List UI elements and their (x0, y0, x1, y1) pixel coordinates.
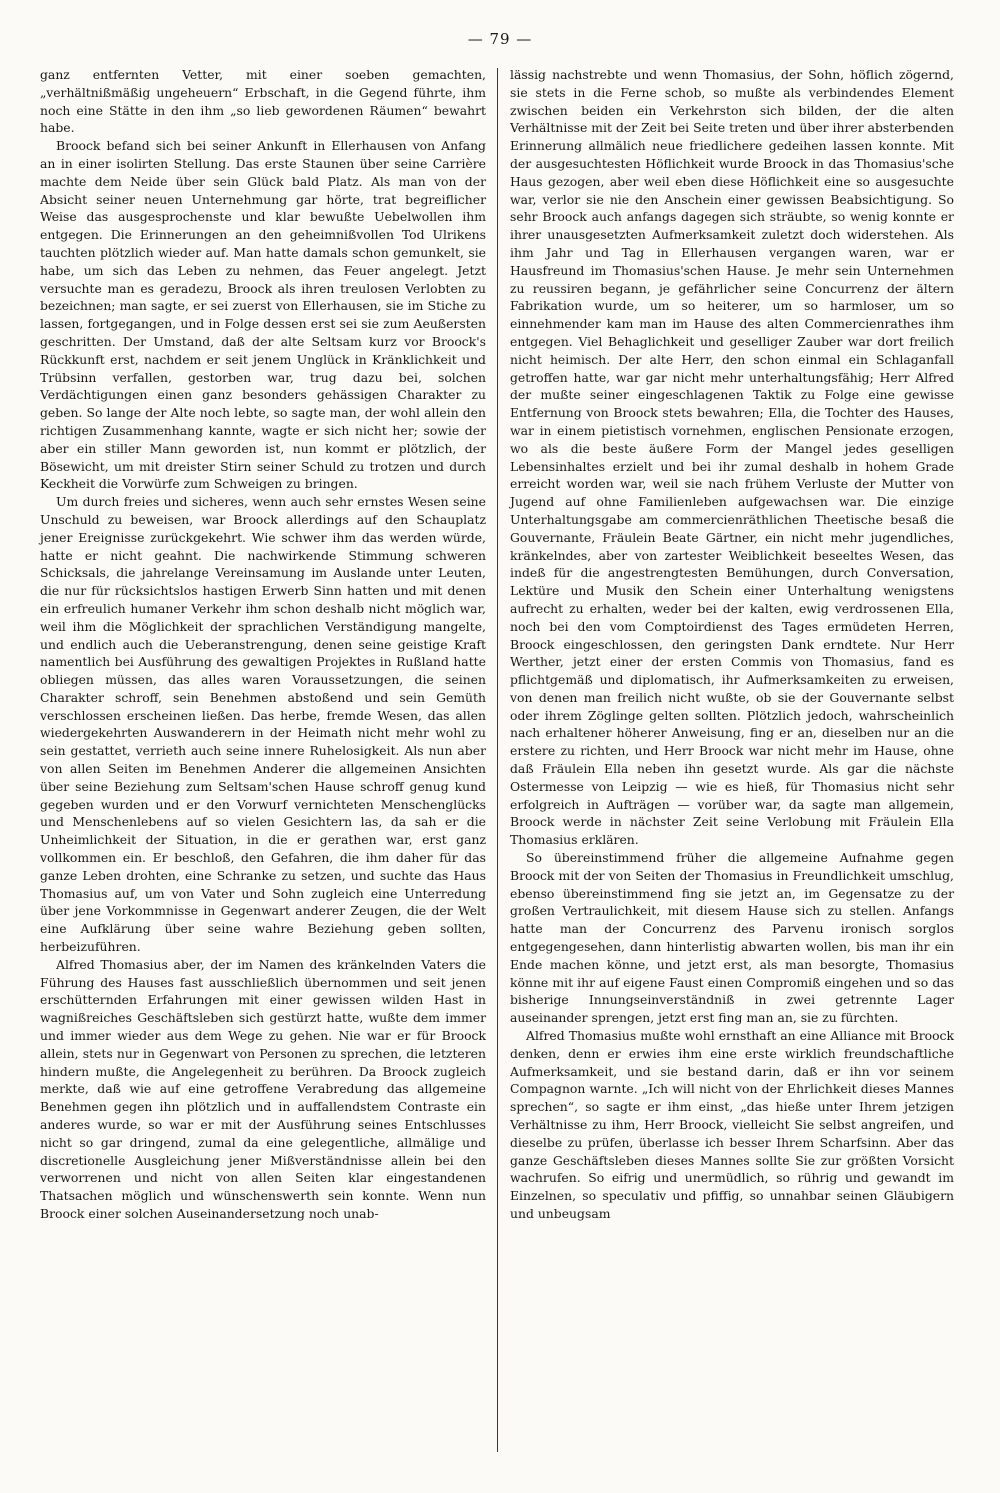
column-divider (497, 68, 498, 1452)
left-paragraph-4: Alfred Thomasius aber, der im Namen des kränkelnden Vaters die Führung des Hauses fast ausschließlich übernommen und seit jenen erschütternden Erfahrungen mit einer gewissen wilden Hast in wagnißreiches Geschäftsleben sich gestürzt hatte, wußte dem immer und immer wieder aus dem Wege zu gehen. Nie war er für Broock allein, stets nur in Gegenwart von Personen zu sprechen, die letzteren hindern mußte, die Angelegenheit zu berühren. Da Broock zugleich merkte, daß wie auf eine getroffene Verabredung das allgemeine Benehmen gegen ihn plötzlich und in auffallendstem Contraste ein anderes wurde, so war er mit der Ausführung seines Entschlusses nicht so gar dringend, zumal da eine gelegentliche, allmälige und discretionelle Ausgleichung jener Mißverständnisse allein bei den verworrenen und nicht von allen Seiten klar eingestandenen Thatsachen möglich und wünschenswerth sein konnte. Wenn nun Broock einer solchen Auseinandersetzung noch unab- (40, 956, 486, 1221)
right-paragraph-2: So übereinstimmend früher die allgemeine Aufnahme gegen Broock mit der von Seiten der Thomasius in Freundlichkeit umschlug, ebenso übereinstimmend fing sie jetzt an, im Gegensatze zu der großen Vertraulichkeit, mit diesem Hause sich zu stellen. Anfangs hatte man der Concurrenz des Parvenu ironisch sorglos entgegengesehen, dann hinterlistig abwarten wollen, bis man ihr ein Ende machen könne, und jetzt erst, als man besorgte, Thomasius könne mit ihr auf eigene Faust einen Compromiß eingehen und so das bisherige Innungseinverständniß in zwei getrennte Lager auseinander sprengen, jetzt erst fing man an, sie zu fürchten. (510, 850, 954, 1026)
left-paragraph-1: ganz entfernten Vetter, mit einer soeben gemachten, „verhältnißmäßig ungeheuern“ Erbschaft, in die Gegend führte, ihm noch eine Stätte in den ihm „so lieb gewordenen Räumen“ bewahrt habe. (40, 67, 486, 136)
page-number: — 79 — (467, 30, 533, 48)
right-column (510, 66, 954, 1223)
right-paragraph-3: Alfred Thomasius mußte wohl ernsthaft an eine Alliance mit Broock denken, denn er erwies ihm eine erste wirklich freundschaftliche Aufmerksamkeit, und sie bestand darin, daß er ihn vor seinem Compagnon warnte. „Ich will nicht von der Ehrlichkeit dieses Mannes sprechen“, so sagte er ihm einst, „das hieße unter Ihrem jetzigen Verhältnisse zu ihm, Herr Broock, vielleicht Sie selbst angreifen, und dieselbe zu prüfen, überlasse ich besser Ihrem Scharfsinn. Aber das ganze Geschäftsleben dieses Mannes sollte Sie zur größten Vorsicht wachrufen. So eifrig und unermüdlich, so rührig und gewandt im Einzelnen, so speculativ und pfiffig, so unnahbar seinen Gläubigern und unbeugsam (510, 1028, 954, 1221)
right-paragraph-1: lässig nachstrebte und wenn Thomasius, der Sohn, höflich zögernd, sie stets in die Ferne schob, so mußte als verbindendes Element zwischen beiden ein Verkehrston sich bilden, der die alten Verhältnisse mit der Zeit bei Seite treten und über ihrer absterbenden Erinnerung allmälich neue friedlichere gedeihen lassen konnte. Mit der ausgesuchtesten Höflichkeit wurde Broock in das Thomasius'sche Haus gezogen, aber weil eben diese Höflichkeit eine so ausgesuchte war, verlor sie nie den Anschein einer gewissen Beabsichtigung. So sehr Broock auch anfangs dagegen sich sträubte, so wenig konnte er ihrer unausgesetzten Aufmerksamkeit zuletzt doch widerstehen. Als ihm Jahr und Tag in Ellerhausen vergangen waren, war er Hausfreund im Thomasius'schen Hause. Je mehr sein Unternehmen zu reussiren begann, je gefährlicher seine Concurrenz der ältern Fabrikation wurde, um so heiterer, um so harmloser, um so einnehmender kam man im Hause des alten Commercienrathes ihm entgegen. Viel Behaglichkeit und geselliger Zauber war dort freilich nicht heimisch. Der alte Herr, den schon einmal ein Schlaganfall getroffen hatte, war gar nicht mehr unterhaltungsfähig; Herr Alfred der mußte seiner eingeschlagenen Taktik zu Folge eine gewisse Entfernung von Broock stets bewahren; Ella, die Tochter des Hauses, war in einem pietistisch vornehmen, englischen Pensionate erzogen, wo als die beste äußere Form der Mangel jedes geselligen Lebensinhaltes erzielt und bei ihr zumal deshalb in hohem Grade erreicht worden war, weil sie nach frühem Verluste der Mutter von Jugend auf ohne Familienleben aufgewachsen war. Die einzige Unterhaltungsgabe am commercienräthlichen Theetische besaß die Gouvernante, Fräulein Beate Gärtner, ein nicht mehr jugendliches, kränkelndes, aber von zartester Weiblichkeit beseeltes Wesen, das indeß für die angestrengtesten Bemühungen, durch Conversation, Lektüre und Musik den Schein einer Unterhaltung wenigstens aufrecht zu erhalten, weder bei der kalten, ewig verdrossenen Ella, noch bei den vom Comptoirdienst des Tages ermüdeten Herren, Broock eingeschlossen, den geringsten Dank erndtete. Nur Herr Werther, jetzt einer der ersten Commis von Thomasius, fand es pflichtgemäß und diplomatisch, ihr Aufmerksamkeiten zu erweisen, von denen man freilich nicht wußte, ob sie der Gouvernante selbst oder ihrem Zöglinge gelten sollten. Plötzlich jedoch, wahrscheinlich nach erhaltener höherer Anweisung, fing er an, dieselben nur an die erstere zu richten, und Herr Broock war nicht mehr im Hause, ohne daß Fräulein Ella neben ihn gesetzt wurde. Als gar die nächste Ostermesse von Leipzig — wie es hieß, für Thomasius nicht sehr erfolgreich in Aufträgen — vorüber war, da sagte man allgemein, Broock werde in nächster Zeit seine Verlobung mit Fräulein Ella Thomasius erklären. (510, 67, 954, 848)
left-paragraph-3: Um durch freies und sicheres, wenn auch sehr ernstes Wesen seine Unschuld zu beweisen, war Broock allerdings auf den Schauplatz jener Ereignisse zurückgekehrt. Wie schwer ihm das werden würde, hatte er nicht geahnt. Die nachwirkende Stimmung schweren Schicksals, die jahrelange Vereinsamung im Auslande unter Leuten, die nur für rücksichtslos hastigen Erwerb Sinn hatten und mit denen ein erfreulich humaner Verkehr ihm schon deshalb nicht möglich war, weil ihm die Möglichkeit der sprachlichen Verständigung mangelte, und endlich auch die Ueberanstrengung, denen seine geistige Kraft namentlich bei Ausführung des gewaltigen Projektes in Rußland hatte obliegen müssen, das alles waren Voraussetzungen, die seinen Charakter schroff, sein Benehmen abstoßend und sein Gemüth verschlossen erscheinen ließen. Das herbe, fremde Wesen, das allen wiedergekehrten Auswanderern in der Heimath nicht mehr wohl zu sein gestattet, verrieth auch seine innere Ruhelosigkeit. Als nun aber von allen Seiten im Benehmen Anderer die allgemeinen Ansichten über seine Beziehung zum Seltsam'schen Hause schroff genug kund gegeben wurden und er den Vorwurf vernichteten Menschenglücks und Menschenlebens auf so vielen Gesichtern las, da sah er die Unheimlichkeit der Situation, in die er gerathen war, erst ganz vollkommen ein. Er beschloß, den Gefahren, die ihm daher für das ganze Leben drohten, eine Schranke zu setzen, und suchte das Haus Thomasius auf, um von Vater und Sohn zugleich eine Unterredung über jene Vorkommnisse in Gegenwart anderer Zeugen, die der Welt eine Aufklärung über seine wahre Beziehung geben sollten, herbeizuführen. (40, 494, 486, 955)
left-paragraph-2: Broock befand sich bei seiner Ankunft in Ellerhausen von Anfang an in einer isolirten Stellung. Das erste Staunen über seine Carrière machte dem Neide über sein Glück bald Platz. Als man von der Absicht seiner neuen Unternehmung gar hörte, trat begreiflicher Weise das ausgesprochenste und klar bewußte Uebelwollen ihm entgegen. Die Erinnerungen an den geheimnißvollen Tod Ulrikens tauchten plötzlich wieder auf. Man hatte damals schon gemunkelt, sie habe, um sich das Leben zu nehmen, das Feuer angelegt. Jetzt versuchte man es geradezu, Broock als ihren treulosen Verlobten zu bezeichnen; man sagte, er sei zuerst von Ellerhausen, sie im Stiche zu lassen, fortgegangen, und in Folge dessen erst sei sie zum Aeußersten geschritten. Der Umstand, daß der alte Seltsam kurz vor Broock's Rückkunft erst, nachdem er seit jenem Unglück in Kränklichkeit und Trübsinn verfallen, gestorben war, trug dazu bei, solchen Verdächtigungen einen ganz besonders gehässigen Charakter zu geben. So lange der Alte noch lebte, so sagte man, der wohl allein den richtigen Zusammenhang kannte, wagte er sich nicht her; sowie der aber ein stiller Mann geworden ist, nun kommt er plötzlich, der Bösewicht, um mit dreister Stirn seiner Schuld zu trotzen und durch Keckheit die Vorwürfe zum Schweigen zu bringen. (40, 138, 486, 492)
left-column (40, 66, 486, 1223)
